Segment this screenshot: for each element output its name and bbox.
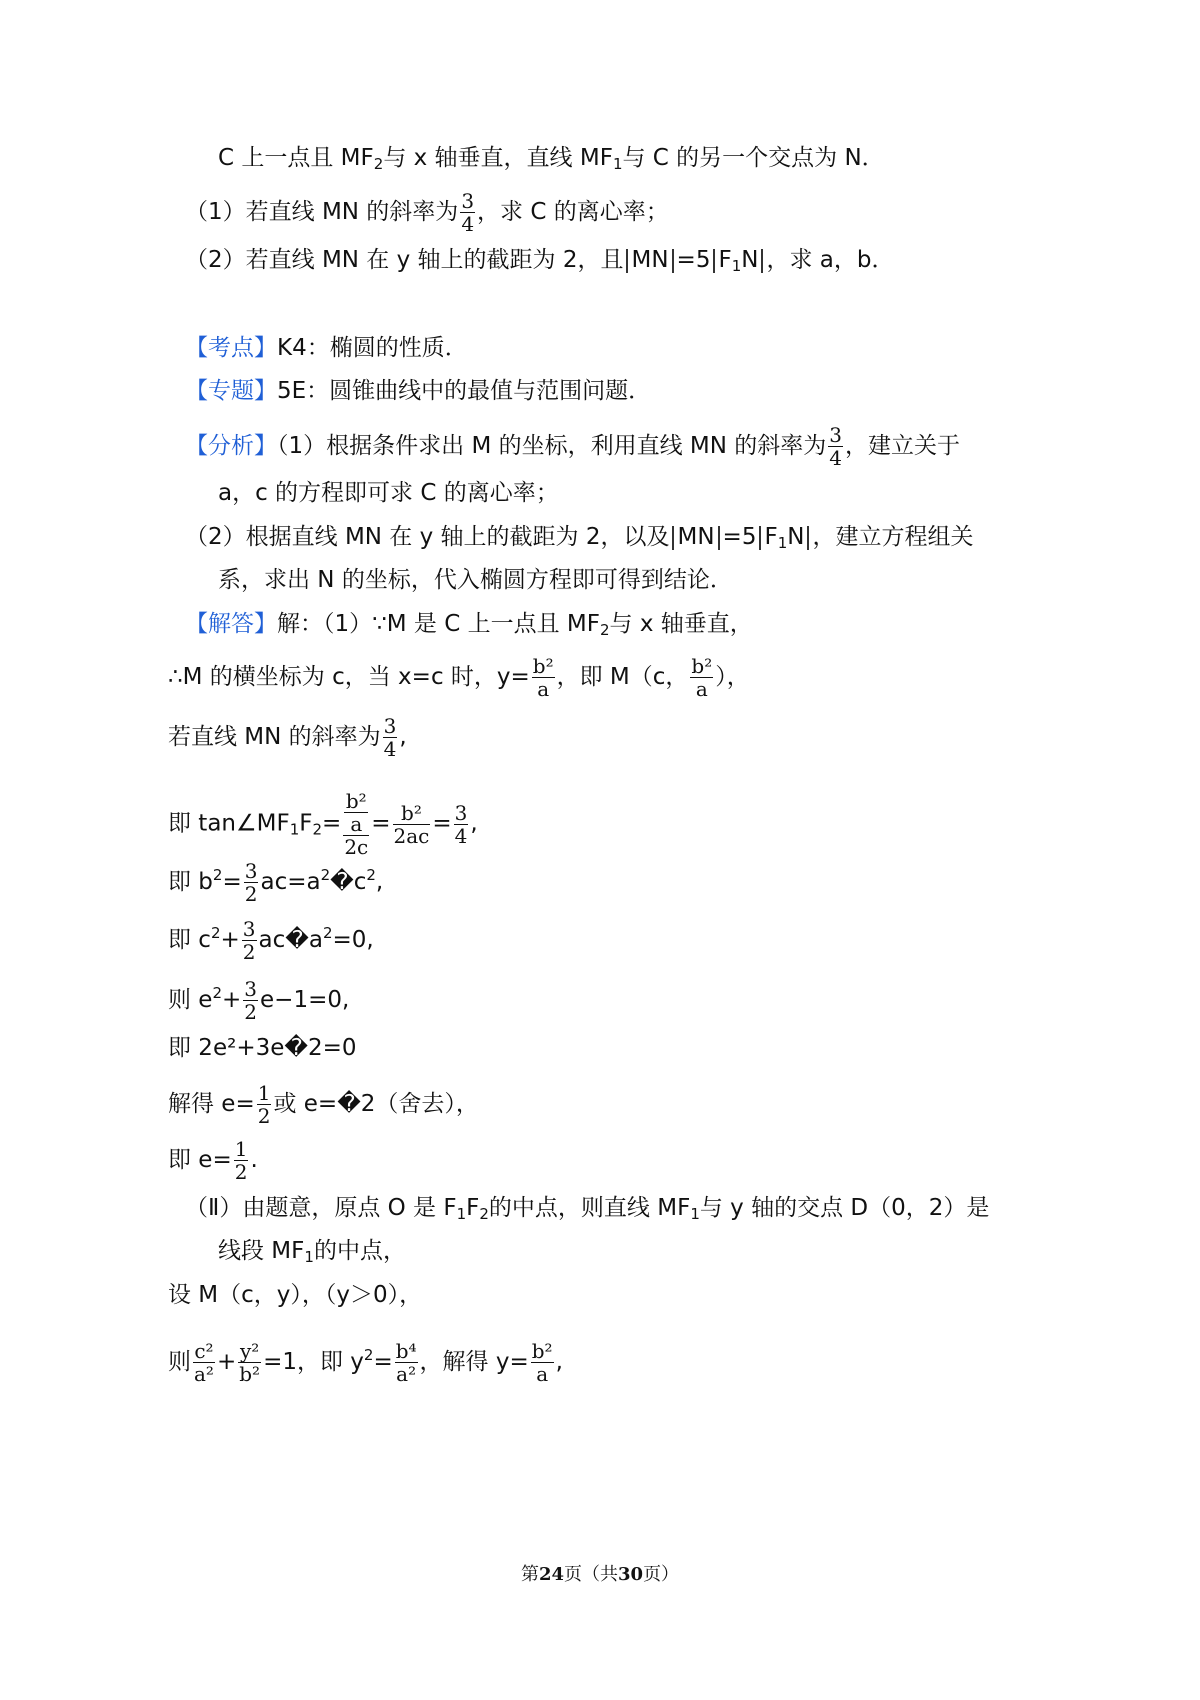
- text: ，解得 y=: [419, 1349, 529, 1375]
- text: 设 M（c，y），（y＞0），: [168, 1282, 423, 1308]
- text: 与 x 轴垂直，: [609, 611, 753, 637]
- text: ∴M 的横坐标为 c，当 x=c 时，y=: [168, 664, 530, 690]
- fraction-b2-over-a: $\frac{\text{b²}}{a}$: [531, 1339, 553, 1386]
- subscript: 1: [304, 1248, 314, 1266]
- text: 则: [168, 1349, 191, 1375]
- jieda-tag: 【解答】: [185, 611, 277, 637]
- fraction-b2-over-a: $\frac{\text{b²}}{a}$: [691, 654, 713, 701]
- text: 与 y 轴的交点 D（0，2）是: [699, 1195, 990, 1221]
- fenxi-line-4: [218, 565, 733, 595]
- jieda-line: [185, 609, 753, 645]
- text: 即 2e²+3e�2=0: [168, 1035, 357, 1061]
- superscript: 2: [212, 984, 223, 1002]
- subscript: 2: [373, 155, 384, 173]
- text: ，求 a，b．: [766, 247, 895, 273]
- subscript: 2: [312, 820, 323, 839]
- part-2-line-2: [218, 1236, 406, 1272]
- question-part-2: [185, 245, 894, 281]
- text: =5: [722, 524, 757, 550]
- subscript: 1: [690, 1205, 700, 1223]
- text: 的中点，则直线 MF: [488, 1195, 691, 1221]
- fraction-three-quarters: $\frac{3}{4}$: [829, 423, 843, 470]
- fenxi-line-3: [185, 522, 973, 558]
- subscript: 2: [600, 621, 610, 639]
- page-footer: [0, 1560, 1200, 1586]
- text: .: [250, 1147, 258, 1173]
- solution-step-6: [168, 978, 349, 1023]
- question-part-1: [185, 190, 669, 235]
- fraction-three-halves: $\frac{3}{2}$: [244, 977, 258, 1024]
- text: F: [466, 1195, 480, 1221]
- text: +: [216, 1349, 237, 1375]
- fraction-three-halves: $\frac{3}{2}$: [244, 859, 258, 906]
- text: 即 c: [168, 927, 211, 953]
- superscript: 2: [363, 1346, 374, 1364]
- text: 与 C 的另一个交点为 N．: [622, 145, 885, 171]
- text: =0,: [332, 927, 374, 953]
- fraction-one-half: $\frac{1}{2}$: [257, 1081, 271, 1128]
- fraction-three-quarters: $\frac{3}{4}$: [454, 800, 468, 848]
- text: 即 b: [168, 869, 213, 895]
- fraction-three-quarters: $\frac{3}{4}$: [383, 714, 397, 761]
- kaodian-tag: 【考点】: [185, 335, 277, 361]
- fraction-c2-over-a2: $\frac{\text{c²}}{\text{a²}}$: [194, 1339, 214, 1386]
- text: =: [322, 810, 342, 837]
- subscript: 1: [777, 534, 788, 552]
- text: 即 tan∠MF: [168, 810, 290, 837]
- abs-bar: [718, 526, 720, 550]
- fraction-y2-over-b2: $\frac{\text{y²}}{\text{b²}}$: [239, 1339, 261, 1386]
- text: MN: [631, 247, 669, 273]
- text: ac=a: [260, 869, 321, 895]
- text: +: [220, 927, 240, 953]
- text: 或 e=�2（舍去），: [273, 1091, 479, 1117]
- solution-step-5: [168, 918, 374, 963]
- text: ,: [375, 869, 384, 895]
- text: =: [222, 869, 242, 895]
- solution-step-1: [168, 655, 750, 700]
- text: 若直线 MN 的斜率为: [168, 724, 381, 750]
- fraction-b2-over-2ac: $\frac{\text{b²}}{2ac}$: [393, 800, 430, 848]
- fraction-three-halves: $\frac{3}{2}$: [242, 917, 256, 964]
- text: 的中点，: [313, 1238, 406, 1264]
- text: ，建立方程组关: [812, 524, 974, 550]
- solution-step-4: [168, 860, 383, 905]
- fenxi-line: [185, 424, 960, 469]
- solution-step-3: [168, 790, 478, 858]
- text: ，建立关于: [845, 433, 961, 459]
- text: =1，即 y: [263, 1349, 364, 1375]
- subscript: 2: [479, 1205, 489, 1223]
- part-2-line-4: [168, 1340, 563, 1385]
- text: ，即 M（c，: [556, 664, 689, 690]
- part-2-line-3: [168, 1280, 422, 1310]
- solution-step-8: [168, 1082, 479, 1127]
- text: e−1=0,: [260, 987, 350, 1013]
- abs-bar: [713, 249, 715, 273]
- text: +: [222, 987, 242, 1013]
- zhuanti-tag: 【专题】: [185, 378, 277, 404]
- question-intro-line: [218, 143, 885, 179]
- fraction-b4-over-a2: $\frac{\text{b⁴}}{\text{a²}}$: [395, 1339, 417, 1386]
- fenxi-line-2: [218, 478, 559, 508]
- text: ,: [470, 810, 478, 837]
- text: =: [373, 1349, 393, 1375]
- superscript: 2: [366, 866, 376, 884]
- text: （Ⅱ）由题意，原点 O 是 F: [185, 1195, 457, 1221]
- subscript: 1: [612, 155, 623, 173]
- abs-bar: [672, 249, 674, 273]
- subscript: 1: [731, 257, 742, 275]
- total-pages: 30: [618, 1564, 644, 1585]
- text: ac�a: [258, 927, 323, 953]
- text: F: [299, 810, 313, 837]
- text: N: [787, 524, 805, 550]
- text: ），: [715, 664, 750, 690]
- text: 系，求出 N 的坐标，代入椭圆方程即可得到结论．: [218, 567, 733, 593]
- text: 解得 e=: [168, 1091, 255, 1117]
- text: （2）若直线 MN 在 y 轴上的截距为 2，且: [185, 247, 624, 273]
- inner-fraction: b² a: [343, 790, 369, 836]
- text: F: [718, 247, 732, 273]
- text: 与 x 轴垂直，直线 MF: [383, 145, 613, 171]
- abs-bar: [761, 249, 763, 273]
- text: ,: [555, 1349, 563, 1375]
- abs-bar: [807, 526, 809, 550]
- text: 线段 MF: [218, 1238, 305, 1264]
- text: （1）若直线 MN 的斜率为: [185, 199, 459, 225]
- abs-bar: [672, 526, 674, 550]
- text: �c: [330, 869, 367, 895]
- fenxi-tag: 【分析】: [185, 433, 277, 459]
- abs-bar: [759, 526, 761, 550]
- subscript: 1: [289, 820, 300, 839]
- superscript: 2: [212, 866, 223, 884]
- abs-bar: [626, 249, 628, 273]
- footer-text: 第: [520, 1564, 539, 1585]
- kaodian-line: [185, 333, 468, 363]
- superscript: 2: [322, 924, 333, 942]
- solution-step-9: [168, 1138, 258, 1183]
- text: =5: [676, 247, 711, 273]
- text: C 上一点且 MF: [218, 145, 374, 171]
- text: ,: [399, 724, 407, 750]
- text: 则 e: [168, 987, 213, 1013]
- part-2-line-1: [185, 1193, 989, 1229]
- fraction-one-half: $\frac{1}{2}$: [234, 1137, 248, 1184]
- text: N: [741, 247, 759, 273]
- footer-text: 页）: [643, 1564, 680, 1585]
- text: MN: [677, 524, 715, 550]
- text: a，c 的方程即可求 C 的离心率；: [218, 480, 559, 506]
- text: ，求 C 的离心率；: [477, 199, 669, 225]
- text: （1）根据条件求出 M 的坐标，利用直线 MN 的斜率为: [277, 433, 827, 459]
- zhuanti-line: [185, 376, 651, 406]
- footer-text: 页（共: [564, 1564, 618, 1585]
- text: （2）根据直线 MN 在 y 轴上的截距为 2，以及: [185, 524, 670, 550]
- superscript: 2: [210, 924, 221, 942]
- text: =: [371, 810, 391, 837]
- page-number: 24: [538, 1564, 564, 1585]
- fraction-b2-over-a: $\frac{\text{b²}}{a}$: [532, 654, 554, 701]
- solution-step-2: [168, 715, 407, 760]
- text: F: [764, 524, 778, 550]
- superscript: 2: [320, 866, 331, 884]
- text: 即 e=: [168, 1147, 232, 1173]
- fraction-three-quarters: $\frac{3}{4}$: [461, 189, 475, 236]
- subscript: 1: [456, 1205, 467, 1223]
- text: 解：（1）∵M 是 C 上一点且 MF: [277, 611, 600, 637]
- solution-step-7: [168, 1033, 357, 1063]
- text: K4：椭圆的性质．: [277, 335, 468, 361]
- compound-fraction: b² a 2c: [344, 789, 369, 859]
- text: =: [432, 810, 452, 837]
- text: 5E：圆锥曲线中的最值与范围问题．: [277, 378, 652, 404]
